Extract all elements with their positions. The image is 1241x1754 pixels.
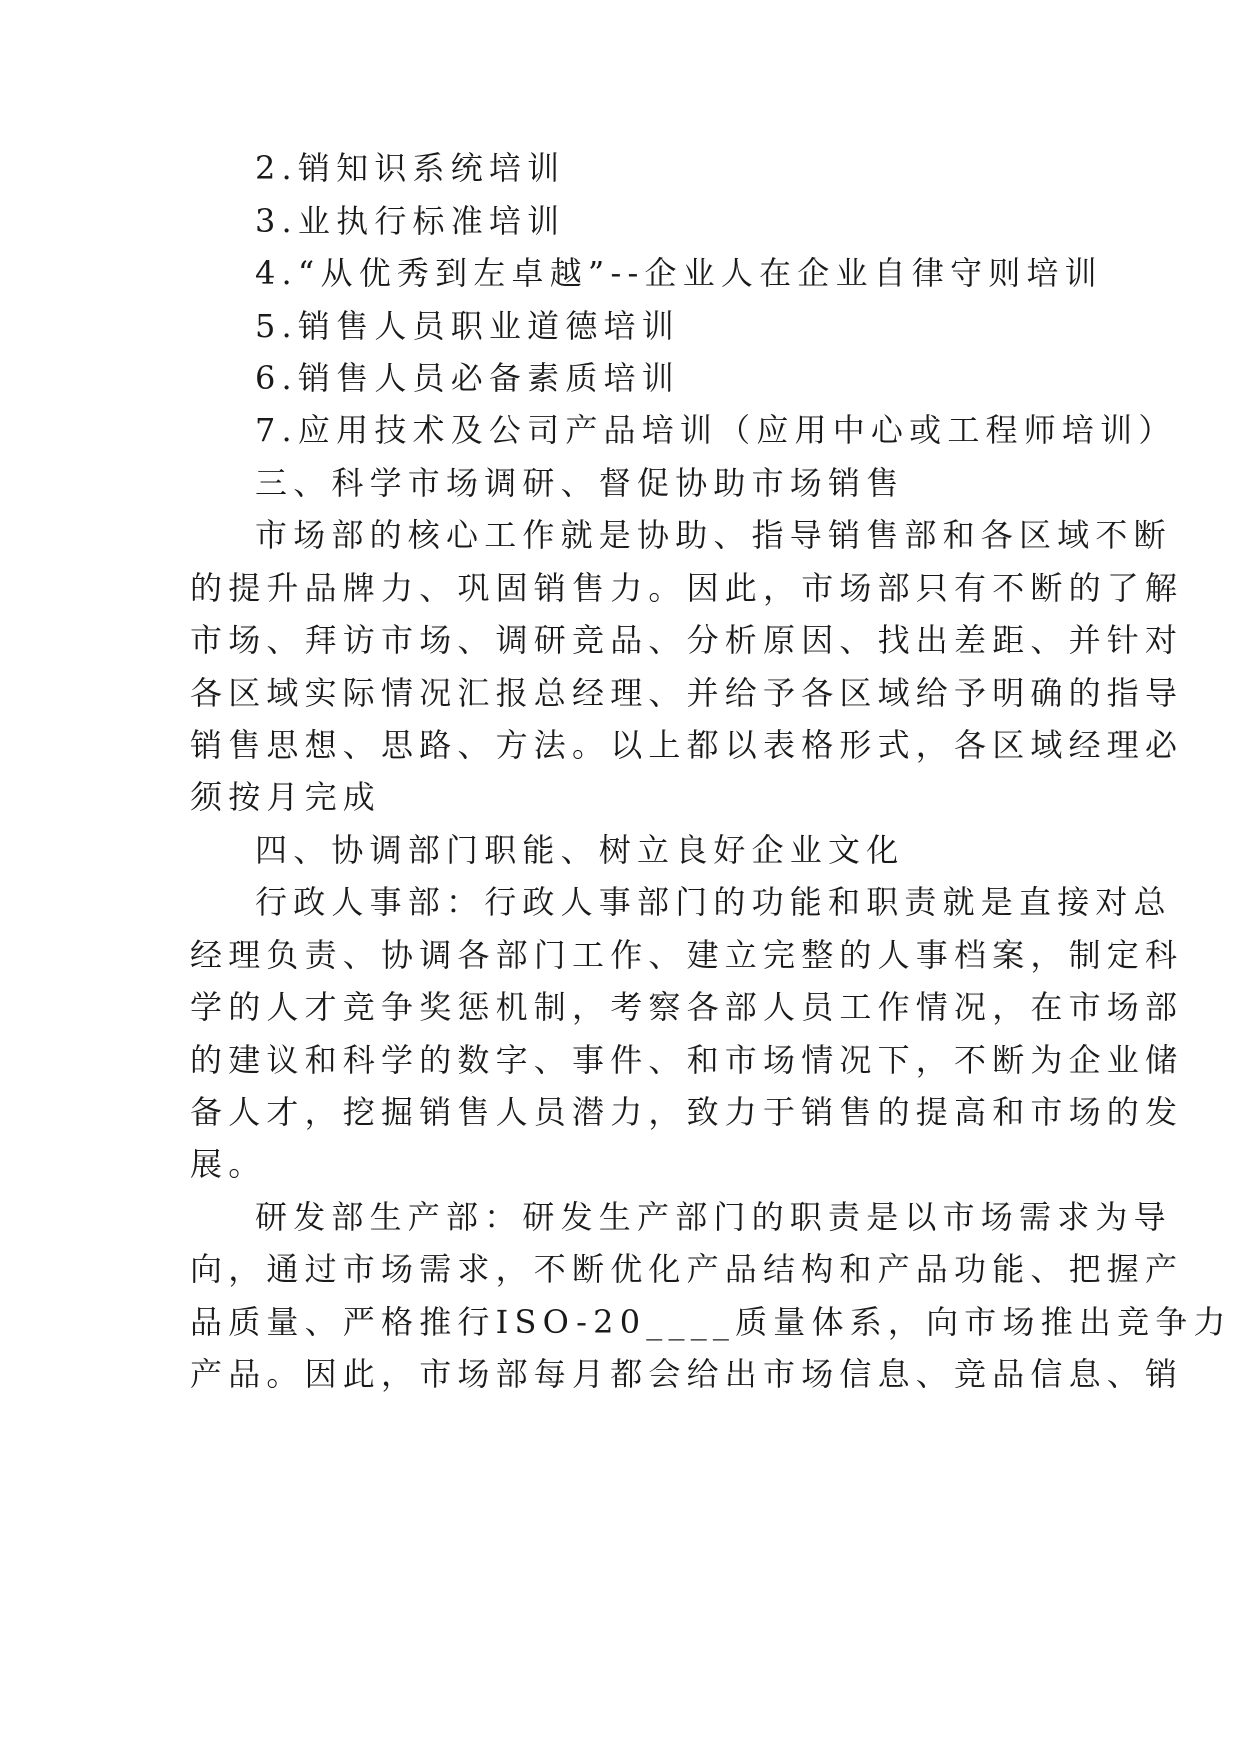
list-item: 2.销知识系统培训 xyxy=(255,149,566,187)
paragraph-line: 研发部生产部：研发生产部门的职责是以市场需求为导 xyxy=(255,1198,1172,1236)
paragraph-line: 须按月完成 xyxy=(190,778,382,816)
section-heading: 三、科学市场调研、督促协助市场销售 xyxy=(255,464,905,502)
section-heading: 四、协调部门职能、树立良好企业文化 xyxy=(255,831,905,869)
paragraph-line: 产品。因此，市场部每月都会给出市场信息、竞品信息、销 xyxy=(190,1355,1184,1393)
paragraph-line: 行政人事部：行政人事部门的功能和职责就是直接对总 xyxy=(255,883,1172,921)
list-item: 5.销售人员职业道德培训 xyxy=(255,307,680,345)
paragraph-line: 销售思想、思路、方法。以上都以表格形式，各区域经理必 xyxy=(190,726,1184,764)
paragraph-line: 品质量、严格推行ISO-20____质量体系，向市场推出竞争力 xyxy=(190,1303,1232,1341)
list-item: 4.“从优秀到左卓越”--企业人在企业自律守则培训 xyxy=(255,254,1103,292)
paragraph-line: 备人才，挖掘销售人员潜力，致力于销售的提高和市场的发 xyxy=(190,1093,1184,1131)
paragraph-line: 市场部的核心工作就是协助、指导销售部和各区域不断 xyxy=(255,516,1172,554)
paragraph-line: 展。 xyxy=(190,1145,267,1183)
paragraph-line: 市场、拜访市场、调研竞品、分析原因、找出差距、并针对 xyxy=(190,621,1184,659)
paragraph-line: 各区域实际情况汇报总经理、并给予各区域给予明确的指导 xyxy=(190,674,1184,712)
list-item: 6.销售人员必备素质培训 xyxy=(255,359,680,397)
paragraph-line: 的提升品牌力、巩固销售力。因此，市场部只有不断的了解 xyxy=(190,569,1184,607)
paragraph-line: 的建议和科学的数字、事件、和市场情况下，不断为企业储 xyxy=(190,1041,1184,1079)
list-item: 7.应用技术及公司产品培训（应用中心或工程师培训） xyxy=(255,411,1177,449)
paragraph-line: 向，通过市场需求，不断优化产品结构和产品功能、把握产 xyxy=(190,1250,1184,1288)
list-item: 3.业执行标准培训 xyxy=(255,202,566,240)
paragraph-line: 经理负责、协调各部门工作、建立完整的人事档案，制定科 xyxy=(190,936,1184,974)
paragraph-line: 学的人才竞争奖惩机制，考察各部人员工作情况，在市场部 xyxy=(190,988,1184,1026)
